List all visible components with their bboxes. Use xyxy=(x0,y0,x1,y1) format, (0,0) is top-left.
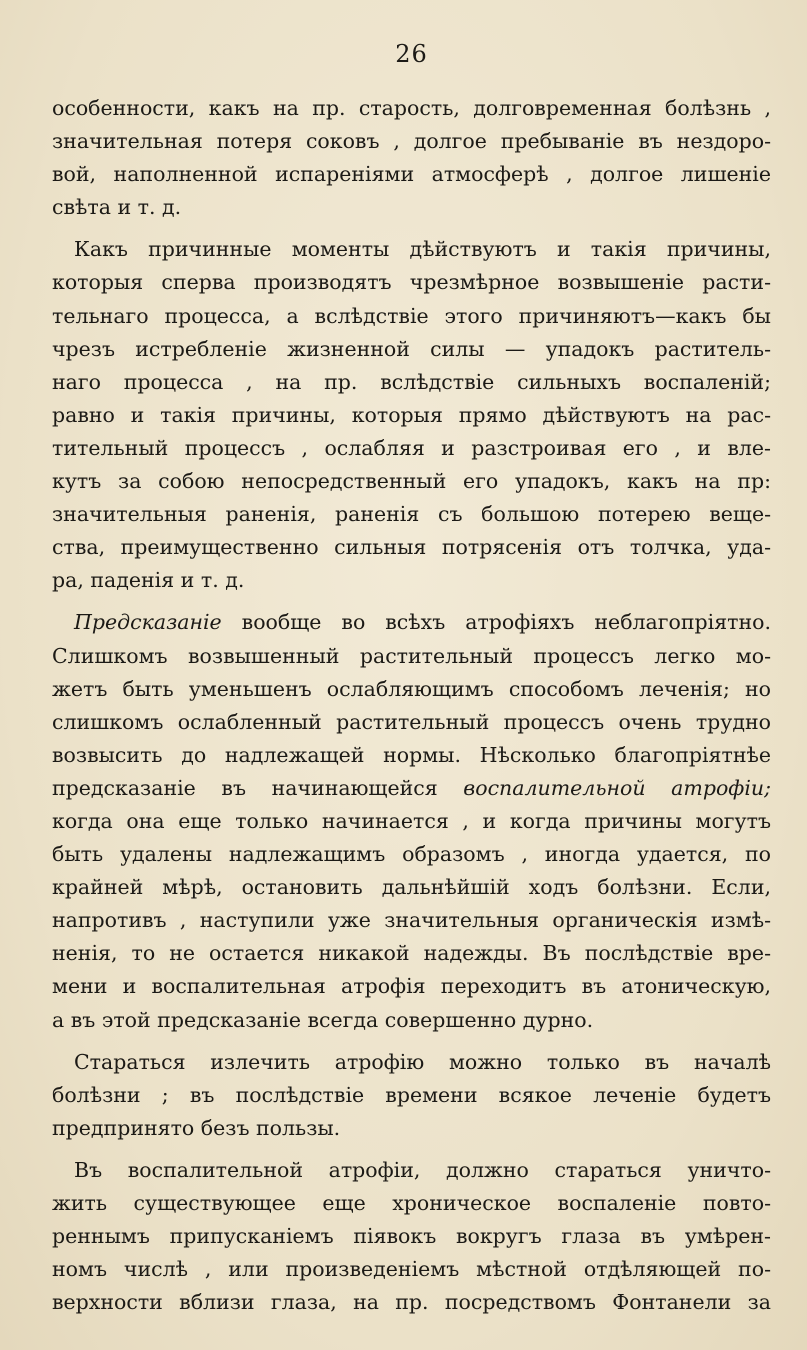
text-line: возвысить до надлежащей нормы. Нѣсколько благопріятнѣе xyxy=(52,742,771,767)
paragraph xyxy=(52,92,771,224)
text-line: которыя сперва производятъ чрезмѣрное возвышеніе расти- xyxy=(52,270,771,295)
text-line: вой, наполненной испареніями атмосферѣ , долгое лишеніе xyxy=(52,162,771,187)
text-line: особенности, какъ на пр. старость, долговременная болѣзнь , xyxy=(52,96,771,120)
text-line: когда она еще только начинается , и когда причины могутъ xyxy=(52,808,771,833)
text-line: напротивъ , наступили уже значительныя органическія измѣ- xyxy=(52,908,771,933)
text-line: реннымъ припусканіемъ піявокъ вокругъ глаза въ умѣрен- xyxy=(52,1224,771,1249)
text-line: равно и такія причины, которыя прямо дѣйствуютъ на рас- xyxy=(52,402,771,427)
text-line: Стараться излечить атрофію можно только въ началѣ xyxy=(74,1049,771,1074)
text-line: Слишкомъ возвышенный растительный процессъ легко мо- xyxy=(52,643,771,668)
text-line: жетъ быть уменьшенъ ослабляющимъ способомъ леченія; но xyxy=(52,676,771,701)
text-line xyxy=(52,606,771,639)
text-line: ненія, то не остается никакой надежды. Въ послѣдствіе вре- xyxy=(52,941,771,966)
text-line: предпринято безъ пользы. xyxy=(52,1115,341,1140)
text-line: тительный процессъ , ослабляя и разстроивая его , и вле- xyxy=(52,435,771,460)
text-line: мени и воспалительная атрофія переходитъ въ атоническую, xyxy=(52,974,771,999)
text-line: тельнаго процесса, а вслѣдствіе этого причиняютъ—какъ бы xyxy=(52,303,771,328)
italic-term: Предсказаніе xyxy=(74,610,222,635)
page-number: 26 xyxy=(395,40,428,68)
text-line: кутъ за собою непосредственный его упадокъ, какъ на пр: xyxy=(52,469,771,494)
text-line: а въ этой предсказаніе всегда совершенно дурно. xyxy=(52,1007,594,1032)
italic-term: воспалительной атрофіи; xyxy=(463,775,772,800)
text-line: номъ числѣ , или произведеніемъ мѣстной отдѣляющей по- xyxy=(52,1257,771,1282)
text-line: чрезъ истребленіе жизненной силы — упадокъ раститель- xyxy=(52,336,771,361)
text-span: предсказаніе въ начинающейся xyxy=(52,775,464,800)
text-line: слишкомъ ослабленный растительный процессъ очень трудно xyxy=(52,709,771,734)
text-line: верхности вблизи глаза, на пр. посредствомъ Фонтанели за xyxy=(52,1290,771,1315)
text-line: свѣта и т. д. xyxy=(52,195,182,220)
paragraph xyxy=(52,606,771,1036)
text-line: значительная потеря соковъ , долгое пребываніе въ нездоро- xyxy=(52,129,771,154)
text-span: вообще во всѣхъ атрофіяхъ неблагопріятно. xyxy=(221,610,771,635)
text-line: ра, паденія и т. д. xyxy=(52,568,245,593)
text-line: быть удалены надлежащимъ образомъ , иногда удается, по xyxy=(52,842,771,867)
text-line: наго процесса , на пр. вслѣдствіе сильныхъ воспаленій; xyxy=(52,369,771,394)
paragraph xyxy=(52,1046,771,1145)
text-line: болѣзни ; въ послѣдствіе времени всякое леченіе будетъ xyxy=(52,1082,771,1107)
text-line: ства, преимущественно сильныя потрясенія отъ толчка, уда- xyxy=(52,535,771,560)
text-line: значительныя раненія, раненія съ большою потерею веще- xyxy=(52,502,771,527)
text-line: крайней мѣрѣ, остановить дальнѣйшій ходъ болѣзни. Если, xyxy=(52,875,771,900)
text-line: жить существующее еще хроническое воспаленіе повто- xyxy=(52,1191,771,1215)
paragraph xyxy=(52,1154,771,1319)
text-line: Въ воспалительной атрофіи, должно стараться уничто- xyxy=(74,1157,771,1182)
text-line: Какъ причинные моменты дѣйствуютъ и такія причины, xyxy=(74,237,771,262)
text-line xyxy=(52,772,771,805)
paragraph xyxy=(52,233,771,597)
